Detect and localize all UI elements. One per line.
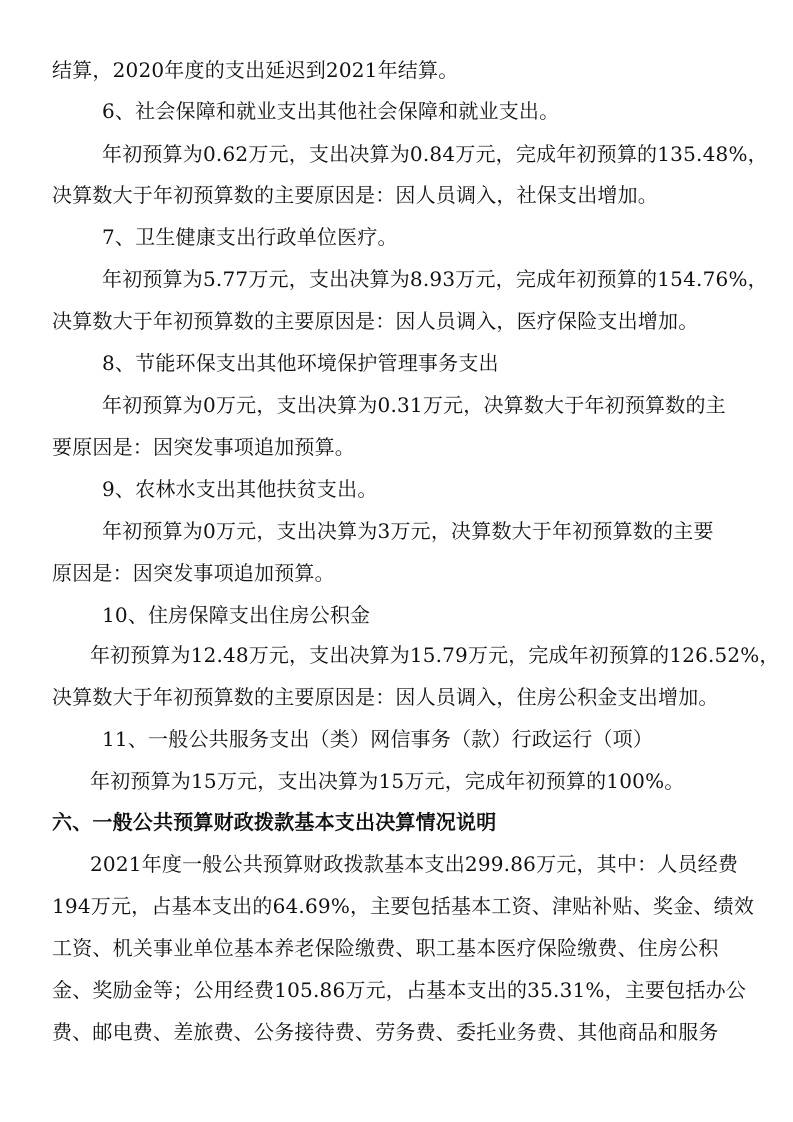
item-10-line-1: 年初预算为12.48万元，支出决算为15.79万元，完成年初预算的126.52%， — [90, 643, 780, 667]
item-9-heading: 9、农林水支出其他扶贫支出。 — [102, 477, 378, 501]
item-6-line-1: 年初预算为0.62万元，支出决算为0.84万元，完成年初预算的135.48%， — [102, 142, 768, 166]
section-six-line-4: 金、奖励金等；公用经费105.86万元，占基本支出的35.31%，主要包括办公 — [52, 978, 747, 1002]
item-7-heading: 7、卫生健康支出行政单位医疗。 — [102, 225, 398, 249]
section-six-line-5: 费、邮电费、差旅费、公务接待费、劳务费、委托业务费、其他商品和服务 — [52, 1020, 719, 1044]
item-10-heading: 10、住房保障支出住房公积金 — [102, 603, 371, 627]
item-9-line-1: 年初预算为0万元，支出决算为3万元，决算数大于年初预算数的主要 — [102, 519, 714, 543]
item-8-line-2: 要原因是：因突发事项追加预算。 — [52, 435, 355, 459]
item-10-line-2: 决算数大于年初预算数的主要原因是：因人员调入，住房公积金支出增加。 — [52, 685, 719, 709]
item-11-heading: 11、一般公共服务支出（类）网信事务（款）行政运行（项） — [102, 727, 654, 751]
item-9-line-2: 原因是：因突发事项追加预算。 — [52, 561, 335, 585]
item-8-heading: 8、节能环保支出其他环境保护管理事务支出 — [102, 351, 499, 375]
section-six-heading: 六、一般公共预算财政拨款基本支出决算情况说明 — [52, 810, 497, 834]
section-six-line-2: 194万元，占基本支出的64.69%，主要包括基本工资、津贴补贴、奖金、绩效 — [52, 894, 755, 918]
paragraph-line-1: 结算，2020年度的支出延迟到2021年结算。 — [52, 58, 459, 82]
item-8-line-1: 年初预算为0万元，支出决算为0.31万元，决算数大于年初预算数的主 — [102, 393, 726, 417]
section-six-line-3: 工资、机关事业单位基本养老保险缴费、职工基本医疗保险缴费、住房公积 — [52, 936, 719, 960]
section-six-line-1: 2021年度一般公共预算财政拨款基本支出299.86万元，其中：人员经费 — [90, 852, 739, 876]
item-6-heading: 6、社会保障和就业支出其他社会保障和就业支出。 — [102, 99, 560, 123]
item-11-line-1: 年初预算为15万元，支出决算为15万元，完成年初预算的100%。 — [90, 769, 685, 793]
item-7-line-2: 决算数大于年初预算数的主要原因是：因人员调入，医疗保险支出增加。 — [52, 309, 699, 333]
item-6-line-2: 决算数大于年初预算数的主要原因是：因人员调入，社保支出增加。 — [52, 183, 658, 207]
item-7-line-1: 年初预算为5.77万元，支出决算为8.93万元，完成年初预算的154.76%， — [102, 267, 768, 291]
